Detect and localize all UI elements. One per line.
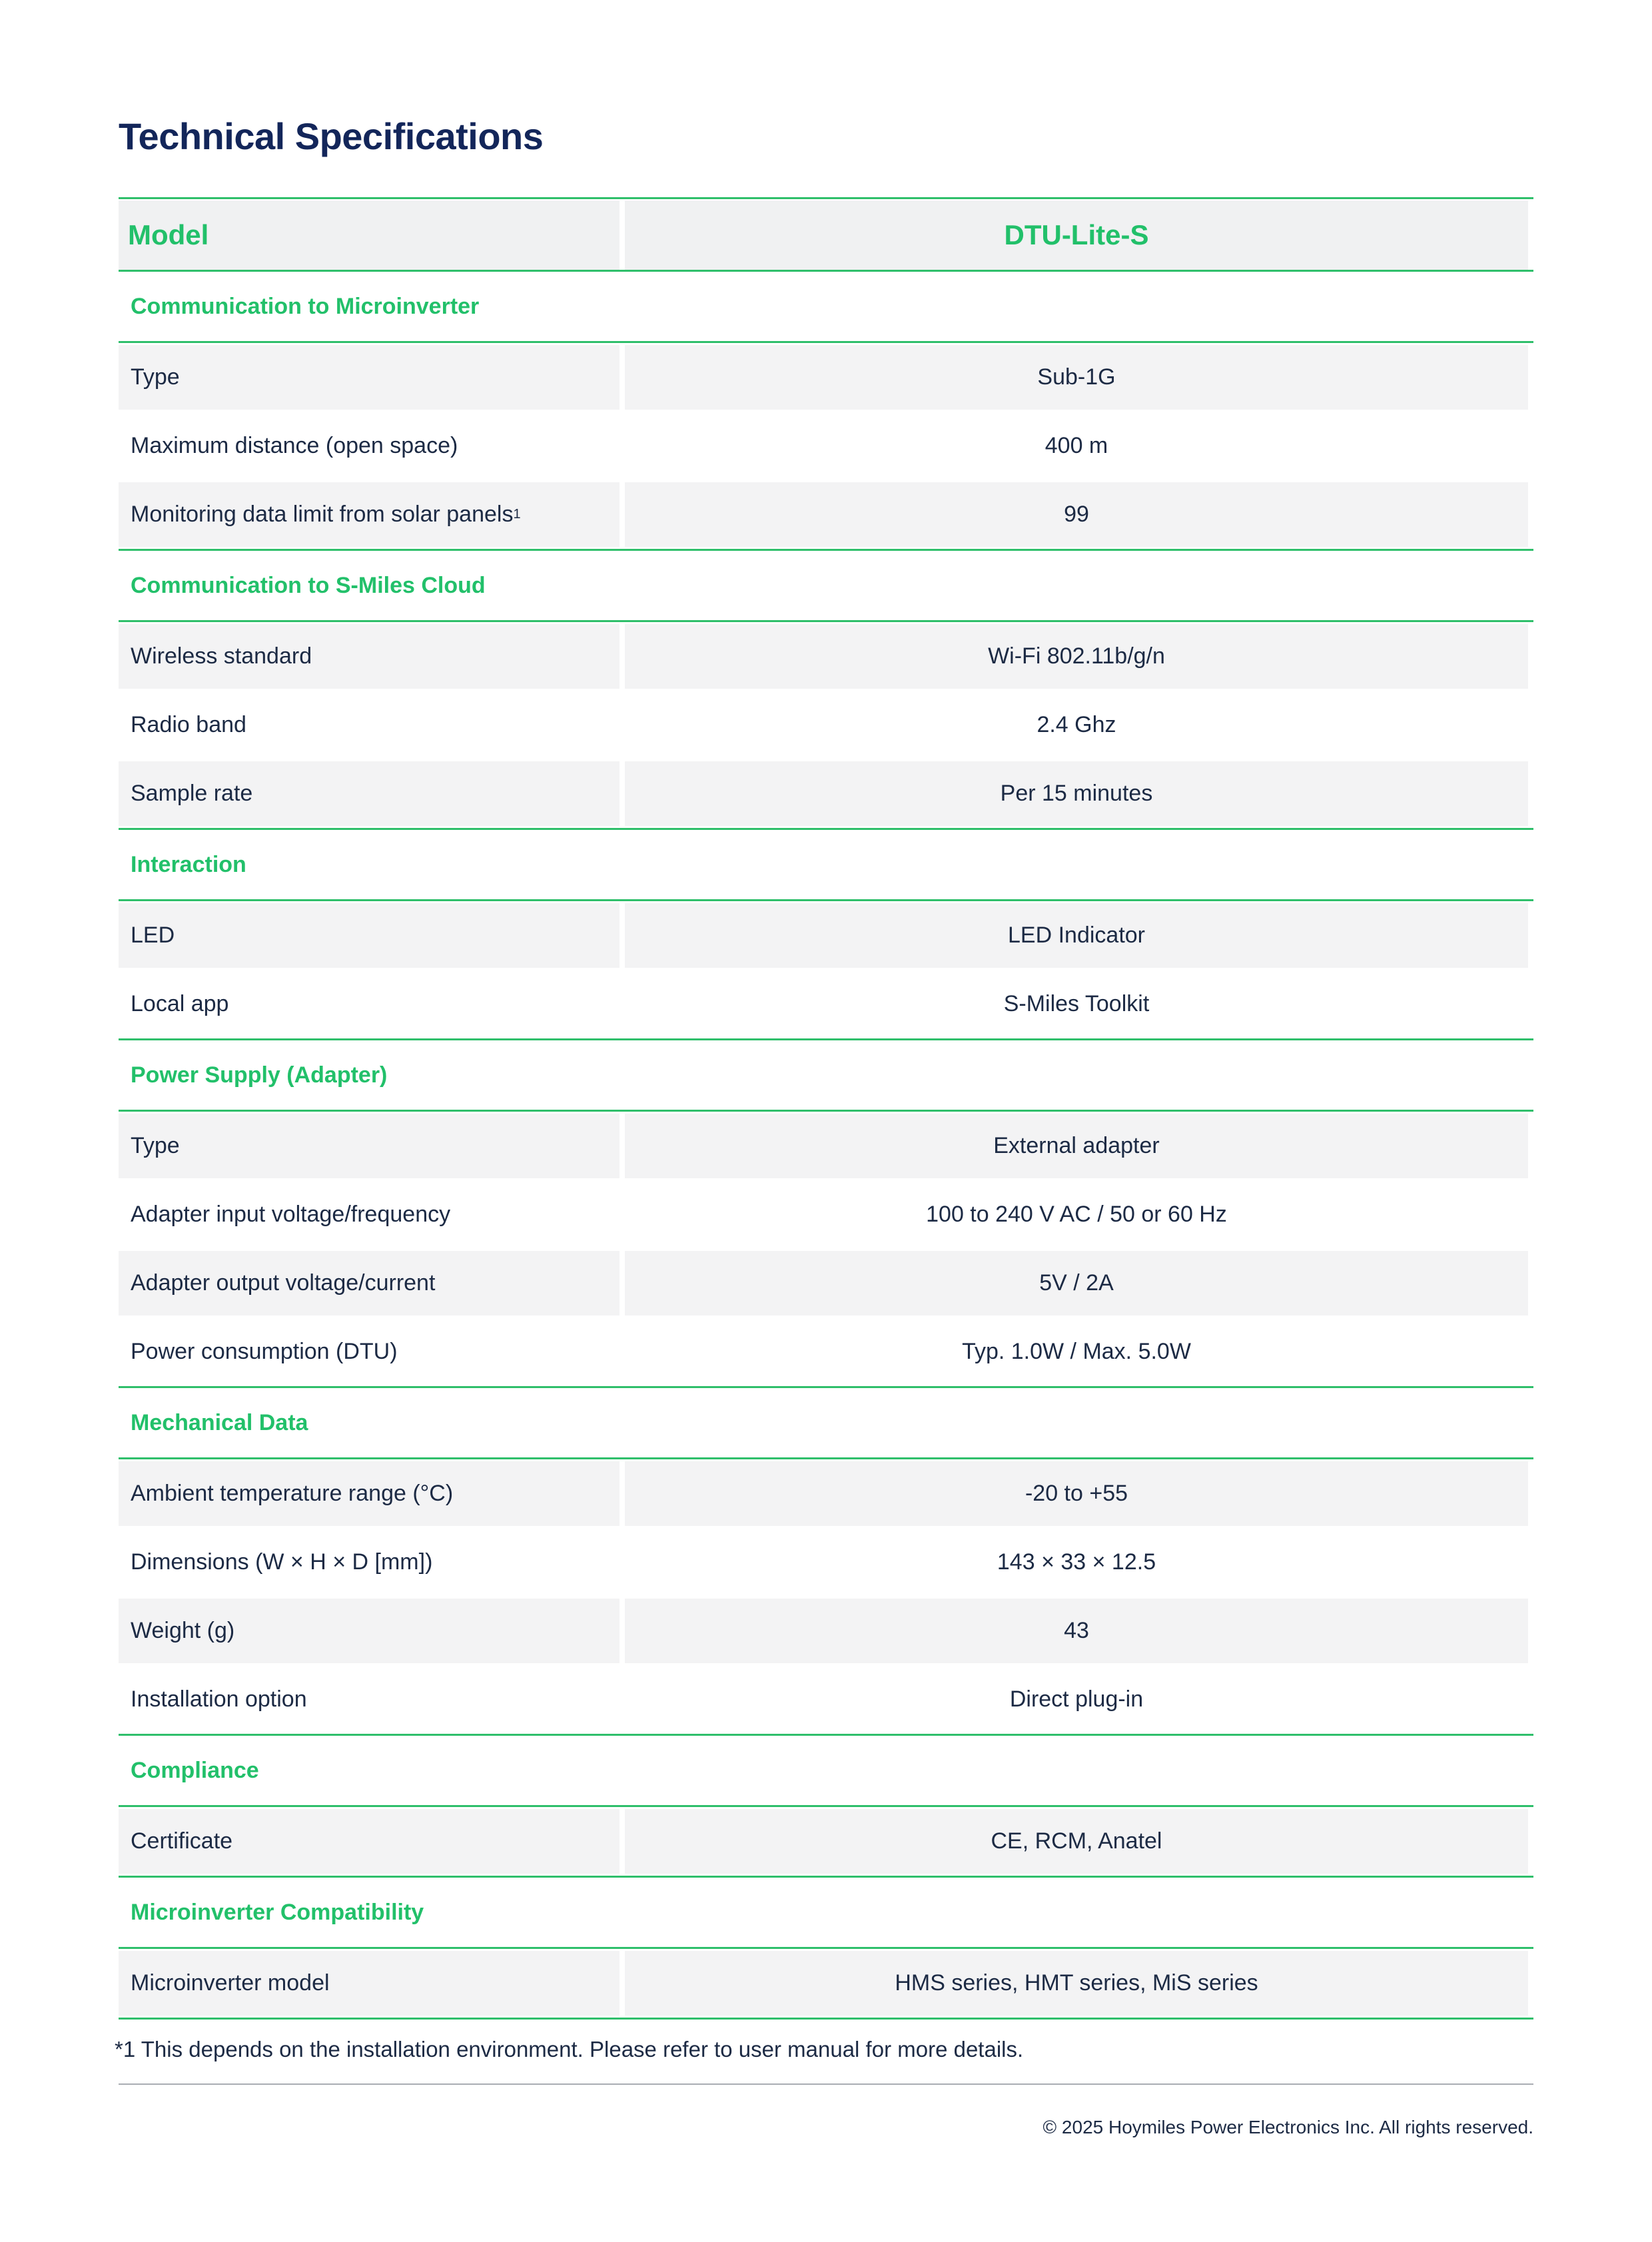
spec-value: Typ. 1.0W / Max. 5.0W bbox=[962, 1339, 1191, 1364]
section-title: Power Supply (Adapter) bbox=[131, 1062, 388, 1088]
section-title: Compliance bbox=[131, 1757, 259, 1783]
section-title: Communication to S-Miles Cloud bbox=[131, 572, 486, 598]
footer-divider bbox=[119, 2083, 1533, 2085]
table-row bbox=[119, 1249, 1533, 1317]
spec-value: 43 bbox=[625, 1599, 1528, 1663]
spec-label: Monitoring data limit from solar panels bbox=[131, 502, 514, 527]
table-row bbox=[119, 343, 1533, 412]
footnote: *1 This depends on the installation environment. Please refer to user manual for more details. bbox=[115, 2037, 1024, 2061]
table-row bbox=[119, 1317, 1533, 1386]
spec-label: Type bbox=[131, 364, 180, 390]
table-header-row bbox=[119, 199, 1533, 270]
spec-value: Wi-Fi 802.11b/g/n bbox=[625, 624, 1528, 689]
spec-value: 99 bbox=[625, 482, 1528, 547]
spec-label: LED bbox=[131, 923, 175, 948]
spec-label-cell bbox=[119, 1461, 620, 1526]
footnote-marker: 1 bbox=[513, 507, 521, 522]
spec-label: Local app bbox=[131, 991, 229, 1016]
spec-label: Adapter output voltage/current bbox=[131, 1270, 436, 1296]
spec-label-cell bbox=[119, 345, 620, 410]
page-title: Technical Specifications bbox=[119, 115, 544, 157]
spec-value: Per 15 minutes bbox=[625, 761, 1528, 826]
spec-label-cell bbox=[119, 1530, 620, 1595]
copyright: © 2025 Hoymiles Power Electronics Inc. All rights reserved. bbox=[1042, 2117, 1533, 2137]
spec-label-cell bbox=[119, 693, 620, 757]
spec-label-cell bbox=[119, 1319, 620, 1384]
spec-value: -20 to +55 bbox=[625, 1461, 1528, 1526]
spec-label-cell bbox=[119, 1182, 620, 1247]
spec-label-cell bbox=[119, 414, 620, 478]
spec-label: Certificate bbox=[131, 1828, 233, 1854]
table-row bbox=[119, 691, 1533, 759]
section-header-row bbox=[119, 830, 1533, 899]
spec-value: 100 to 240 V AC / 50 or 60 Hz bbox=[926, 1202, 1227, 1227]
spec-label-cell bbox=[119, 482, 620, 547]
spec-label-cell bbox=[119, 624, 620, 689]
section-title: Mechanical Data bbox=[131, 1409, 308, 1435]
spec-value: 2.4 Ghz bbox=[1036, 712, 1116, 737]
header-model-label: Model bbox=[119, 200, 620, 270]
spec-value: Sub-1G bbox=[625, 345, 1528, 410]
section-title: Communication to Microinverter bbox=[131, 293, 480, 319]
table-row bbox=[119, 1528, 1533, 1597]
table-row bbox=[119, 622, 1533, 691]
table-bottom-rule bbox=[119, 2018, 1533, 2020]
table-row bbox=[119, 970, 1533, 1038]
table-row bbox=[119, 1807, 1533, 1876]
section-header-row bbox=[119, 1736, 1533, 1805]
section-header-row bbox=[119, 1388, 1533, 1457]
spec-label: Installation option bbox=[131, 1686, 307, 1712]
section-title: Interaction bbox=[131, 851, 246, 877]
spec-label: Microinverter model bbox=[131, 1970, 330, 1996]
table-row bbox=[119, 759, 1533, 828]
spec-label: Ambient temperature range (°C) bbox=[131, 1481, 454, 1506]
spec-label: Power consumption (DTU) bbox=[131, 1339, 398, 1364]
spec-label-cell bbox=[119, 1251, 620, 1315]
header-model-value: DTU-Lite-S bbox=[625, 200, 1528, 270]
table-row bbox=[119, 1949, 1533, 2018]
spec-label: Wireless standard bbox=[131, 643, 312, 669]
spec-value: HMS series, HMT series, MiS series bbox=[625, 1951, 1528, 2016]
spec-value: LED Indicator bbox=[625, 903, 1528, 968]
spec-value: External adapter bbox=[625, 1114, 1528, 1178]
spec-label-cell bbox=[119, 903, 620, 968]
spec-label-cell bbox=[119, 1114, 620, 1178]
spec-value: 143 × 33 × 12.5 bbox=[997, 1549, 1156, 1575]
spec-label-cell bbox=[119, 1951, 620, 2016]
table-row bbox=[119, 1459, 1533, 1528]
table-row bbox=[119, 1112, 1533, 1180]
table-row bbox=[119, 1597, 1533, 1665]
spec-label: Adapter input voltage/frequency bbox=[131, 1202, 451, 1227]
spec-label-cell bbox=[119, 761, 620, 826]
spec-label: Maximum distance (open space) bbox=[131, 433, 458, 458]
spec-label: Radio band bbox=[131, 712, 246, 737]
spec-label-cell bbox=[119, 1809, 620, 1874]
spec-value: S-Miles Toolkit bbox=[1003, 991, 1150, 1016]
section-header-row bbox=[119, 1878, 1533, 1947]
section-header-row bbox=[119, 1040, 1533, 1110]
section-header-row bbox=[119, 551, 1533, 620]
table-row bbox=[119, 412, 1533, 480]
spec-value: CE, RCM, Anatel bbox=[625, 1809, 1528, 1874]
spec-value: 5V / 2A bbox=[625, 1251, 1528, 1315]
spec-label: Type bbox=[131, 1133, 180, 1158]
spec-label: Weight (g) bbox=[131, 1618, 235, 1643]
spec-value: Direct plug-in bbox=[1009, 1686, 1144, 1712]
table-row bbox=[119, 1665, 1533, 1734]
table-row bbox=[119, 1180, 1533, 1249]
spec-table bbox=[119, 197, 1533, 2020]
spec-label-cell bbox=[119, 1667, 620, 1732]
table-row bbox=[119, 901, 1533, 970]
spec-label-cell bbox=[119, 972, 620, 1036]
spec-value: 400 m bbox=[1044, 433, 1108, 458]
spec-label-cell bbox=[119, 1599, 620, 1663]
spec-label: Dimensions (W × H × D [mm]) bbox=[131, 1549, 433, 1575]
spec-label: Sample rate bbox=[131, 781, 253, 806]
section-header-row bbox=[119, 272, 1533, 341]
table-row bbox=[119, 480, 1533, 549]
section-title: Microinverter Compatibility bbox=[131, 1899, 424, 1925]
